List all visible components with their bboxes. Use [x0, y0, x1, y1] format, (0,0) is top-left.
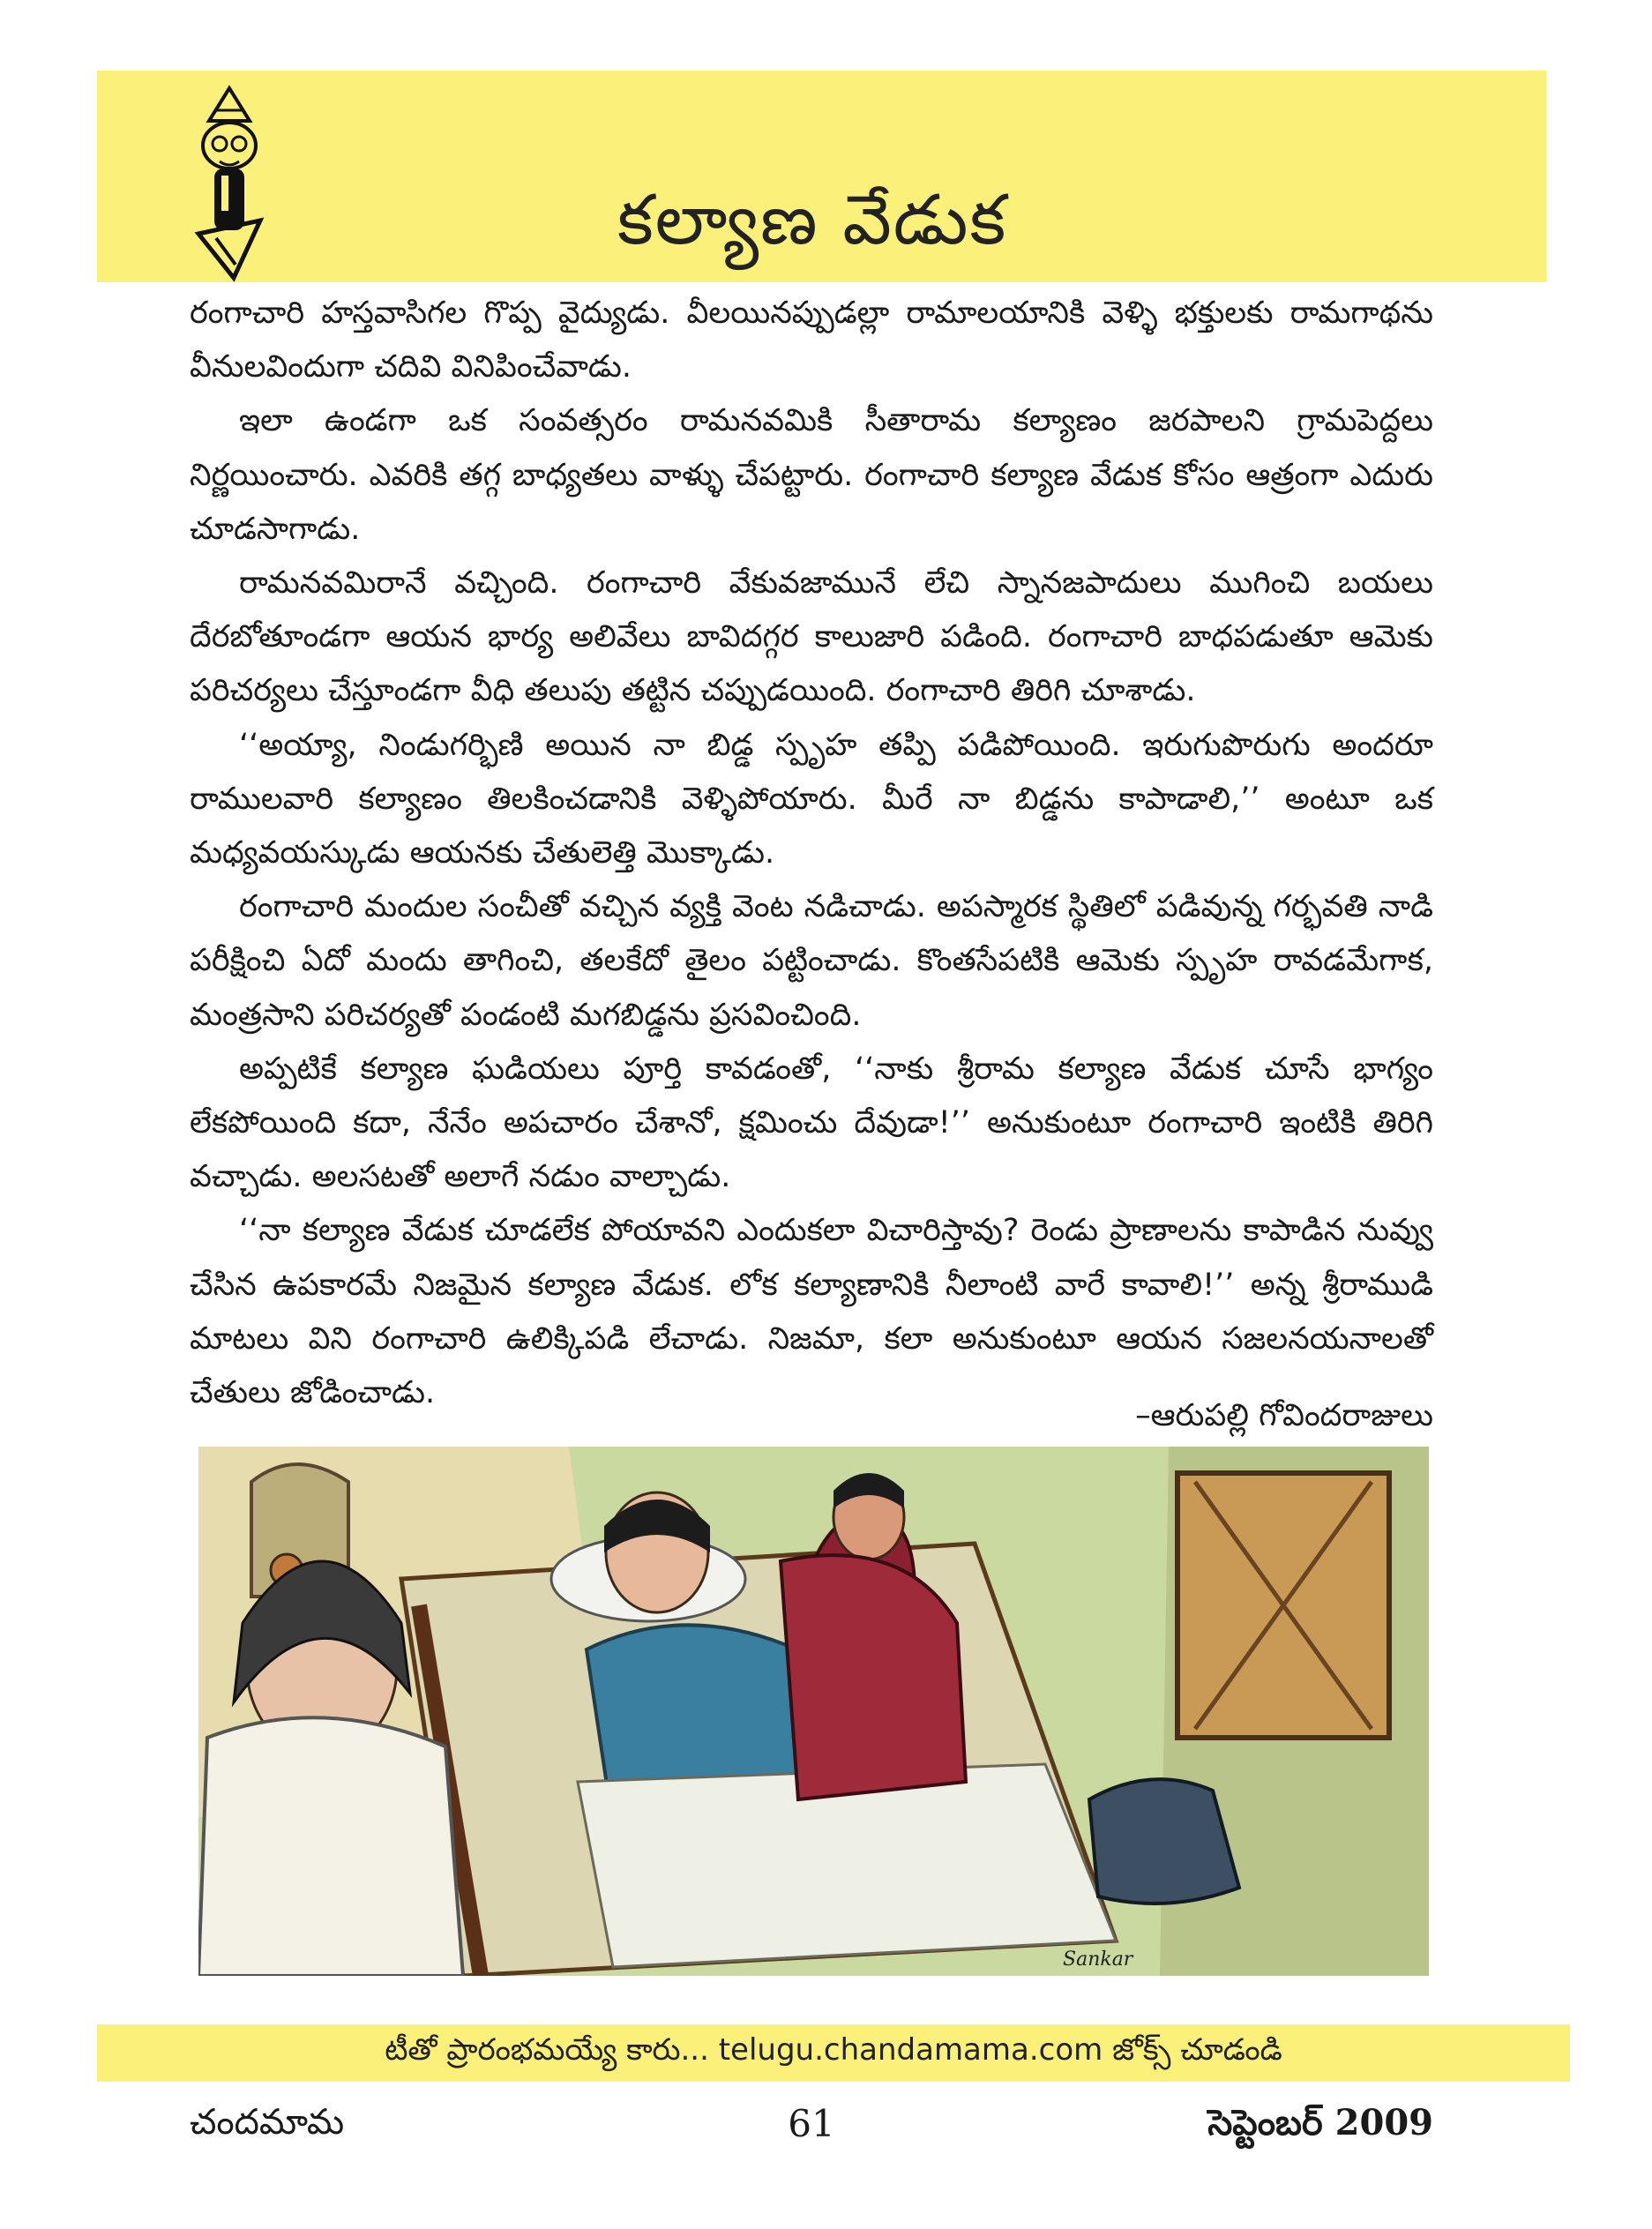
- story-paragraph: ‘‘నా కల్యాణ వేడుక చూడలేక పోయావని ఎందుకలా విచారిస్తావు? రెండు ప్రాణాలను కాపాడిన నువ్వు చేసిన ఉపకారమే నిజమైన కల్యాణ వేడుక. లోక కల్యాణానికి నీలాంటి వారే కావాలి!’’ అన్న శ్రీరాముడి మాటలు విని రంగాచారి ఉలిక్కిపడి లేచాడు. నిజమా, కలా అనుకుంటూ ఆయన సజలనయనాలతో చేతులు జోడించాడు.: [190, 1213, 1433, 1411]
- story-paragraph: ‘‘అయ్యా, నిండుగర్భిణి అయిన నా బిడ్డ స్పృహ తప్పి పడిపోయింది. ఇరుగుపొరుగు అందరూ రాములవారి కల్యాణం తిలకించడానికి వెళ్ళిపోయారు. మీరే నా బిడ్డను కాపాడాలి,’’ అంటూ ఒక మధ్యవయస్కుడు ఆయనకు చేతులెత్తి మొక్కాడు.: [190, 727, 1433, 871]
- story-body: [190, 287, 1433, 1420]
- promo-banner: [97, 2024, 1570, 2082]
- magazine-name: చందమామ: [190, 2102, 345, 2143]
- story-paragraph: అప్పటికే కల్యాణ ఘడియలు పూర్తి కావడంతో, ‘‘నాకు శ్రీరామ కల్యాణ వేడుక చూసే భాగ్యం లేకపోయింది కదా, నేనేం అపచారం చేశానో, క్షమించు దేవుడా!’’ అనుకుంటూ రంగాచారి ఇంటికి తిరిగి వచ్చాడు. అలసటతో అలాగే నడుం వాల్చాడు.: [190, 1051, 1433, 1195]
- promo-text: టీతో ప్రారంభమయ్యే కారు... telugu.chandamama.com జోక్స్ చూడండి: [385, 2031, 1282, 2068]
- illustration-signature: Sankar: [1063, 1949, 1133, 1971]
- story-paragraph: ఇలా ఉండగా ఒక సంవత్సరం రామనవమికి సీతారామ కల్యాణం జరపాలని గ్రామపెద్దలు నిర్ణయించారు. ఎవరికి తగ్గ బాధ్యతలు వాళ్ళు చేపట్టారు. రంగాచారి కల్యాణ వేడుక కోసం ఆత్రంగా ఎదురు చూడసాగాడు.: [190, 403, 1433, 547]
- story-paragraph: రామనవమిరానే వచ్చింది. రంగాచారి వేకువజామునే లేచి స్నానజపాదులు ముగించి బయలు దేరబోతూండగా ఆయన భార్య అలివేలు బావిదగ్గర కాలుజారి పడింది. రంగాచారి బాధపడుతూ ఆమెకు పరిచర్యలు చేస్తూండగా వీధి తలుపు తట్టిన చప్పుడయింది. రంగాచారి తిరిగి చూశాడు.: [190, 565, 1433, 709]
- story-title: కల్యాణ వేడుక: [617, 181, 1008, 260]
- story-paragraph: రంగాచారి మందుల సంచీతో వచ్చిన వ్యక్తి వెంట నడిచాడు. అపస్మారక స్థితిలో పడివున్న గర్భవతి నాడి పరీక్షించి ఏదో మందు తాగించి, తలకేదో తైలం పట్టించాడు. కొంతసేపటికి ఆమెకు స్పృహ రావడమేగాక, మంత్రసాని పరిచర్యతో పండంటి మగబిడ్డను ప్రసవించింది.: [190, 889, 1433, 1033]
- pen-mascot-icon: [181, 84, 278, 282]
- story-paragraph: రంగాచారి హస్తవాసిగల గొప్ప వైద్యుడు. వీలయినప్పుడల్లా రామాలయానికి వెళ్ళి భక్తులకు రామగాథను వీనులవిందుగా చదివి వినిపించేవాడు.: [190, 295, 1433, 385]
- issue-date: సెప్టెంబర్ 2009: [1207, 2102, 1433, 2143]
- page-footer: [190, 2095, 1433, 2165]
- story-illustration: [198, 1447, 1429, 1976]
- page-number: 61: [788, 2102, 835, 2145]
- author-credit: –ఆరుపల్లి గోవిందరాజులు: [1135, 1398, 1433, 1433]
